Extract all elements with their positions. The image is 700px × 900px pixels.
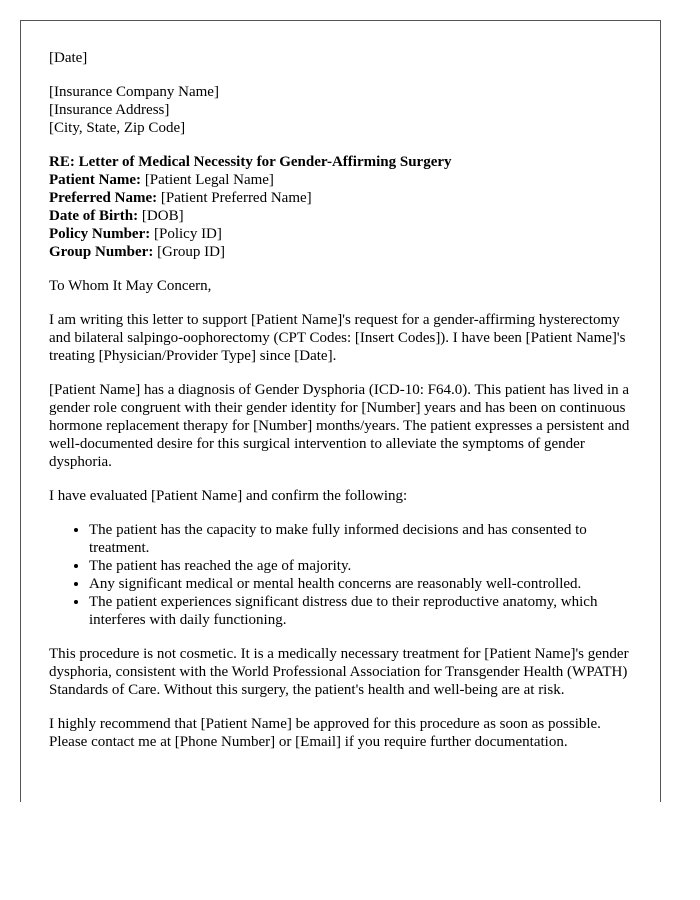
field-label: Patient Name: [49,172,142,188]
findings-list [49,521,637,629]
field-patient-name [49,171,637,189]
field-value: [Group ID] [153,244,225,260]
insurance-company-name: [Insurance Company Name] [49,84,219,100]
paragraph-intro: I am writing this letter to support [Patient Name]'s request for a gender-affirming hysterectomy and bilateral salpingo-oophorectomy (CPT Codes: [Insert Codes]). I have been [Patient Name]'s treating [Physician/Provider Type] since [Date]. [49,312,626,364]
paragraph-evaluation: I have evaluated [Patient Name] and confirm the following: [49,488,408,504]
letter-date: [Date] [49,50,88,66]
insurance-address: [Insurance Address] [49,102,170,118]
letter-body [49,49,637,767]
field-date-of-birth [49,207,637,225]
field-label: Date of Birth: [49,208,139,224]
field-label: Group Number: [49,244,154,260]
letter-header [49,153,637,261]
salutation: To Whom It May Concern, [49,278,212,294]
recipient-address [49,83,637,137]
field-label: Preferred Name: [49,190,158,206]
field-group-number [49,243,637,261]
field-value: [Patient Preferred Name] [157,190,312,206]
field-preferred-name [49,189,637,207]
field-value: [DOB] [138,208,184,224]
field-value: [Policy ID] [150,226,222,242]
list-item: • The patient has reached the age of majority. [89,557,637,575]
insurance-city-state-zip: [City, State, Zip Code] [49,120,186,136]
list-item: • Any significant medical or mental health concerns are reasonably well-controlled. [89,575,637,593]
list-item: • The patient experiences significant distress due to their reproductive anatomy, which interferes with daily functioning. [89,593,637,629]
paragraph-necessity: This procedure is not cosmetic. It is a medically necessary treatment for [Patient Name]'s gender dysphoria, consistent with the World Professional Association for Transgender Health (WPATH) Standards of Care. Without this surgery, the patient's health and well-being are at risk. [49,646,629,698]
paragraph-diagnosis: [Patient Name] has a diagnosis of Gender Dysphoria (ICD-10: F64.0). This patient has lived in a gender role congruent with their gender identity for [Number] years and has been on continuous hormone replacement therapy for [Number] months/years. The patient expresses a persistent and well-documented desire for this surgical intervention to alleviate the symptoms of gender dysphoria. [49,382,630,470]
field-value: [Patient Legal Name] [141,172,274,188]
field-label: Policy Number: [49,226,151,242]
re-line: RE: Letter of Medical Necessity for Gender-Affirming Surgery [49,154,452,170]
paragraph-recommendation: I highly recommend that [Patient Name] be approved for this procedure as soon as possible. Please contact me at [Phone Number] or [Email] if you require further documentation. [49,716,601,750]
letter-page [20,20,661,802]
field-policy-number [49,225,637,243]
list-item: • The patient has the capacity to make fully informed decisions and has consented to treatment. [89,521,637,557]
